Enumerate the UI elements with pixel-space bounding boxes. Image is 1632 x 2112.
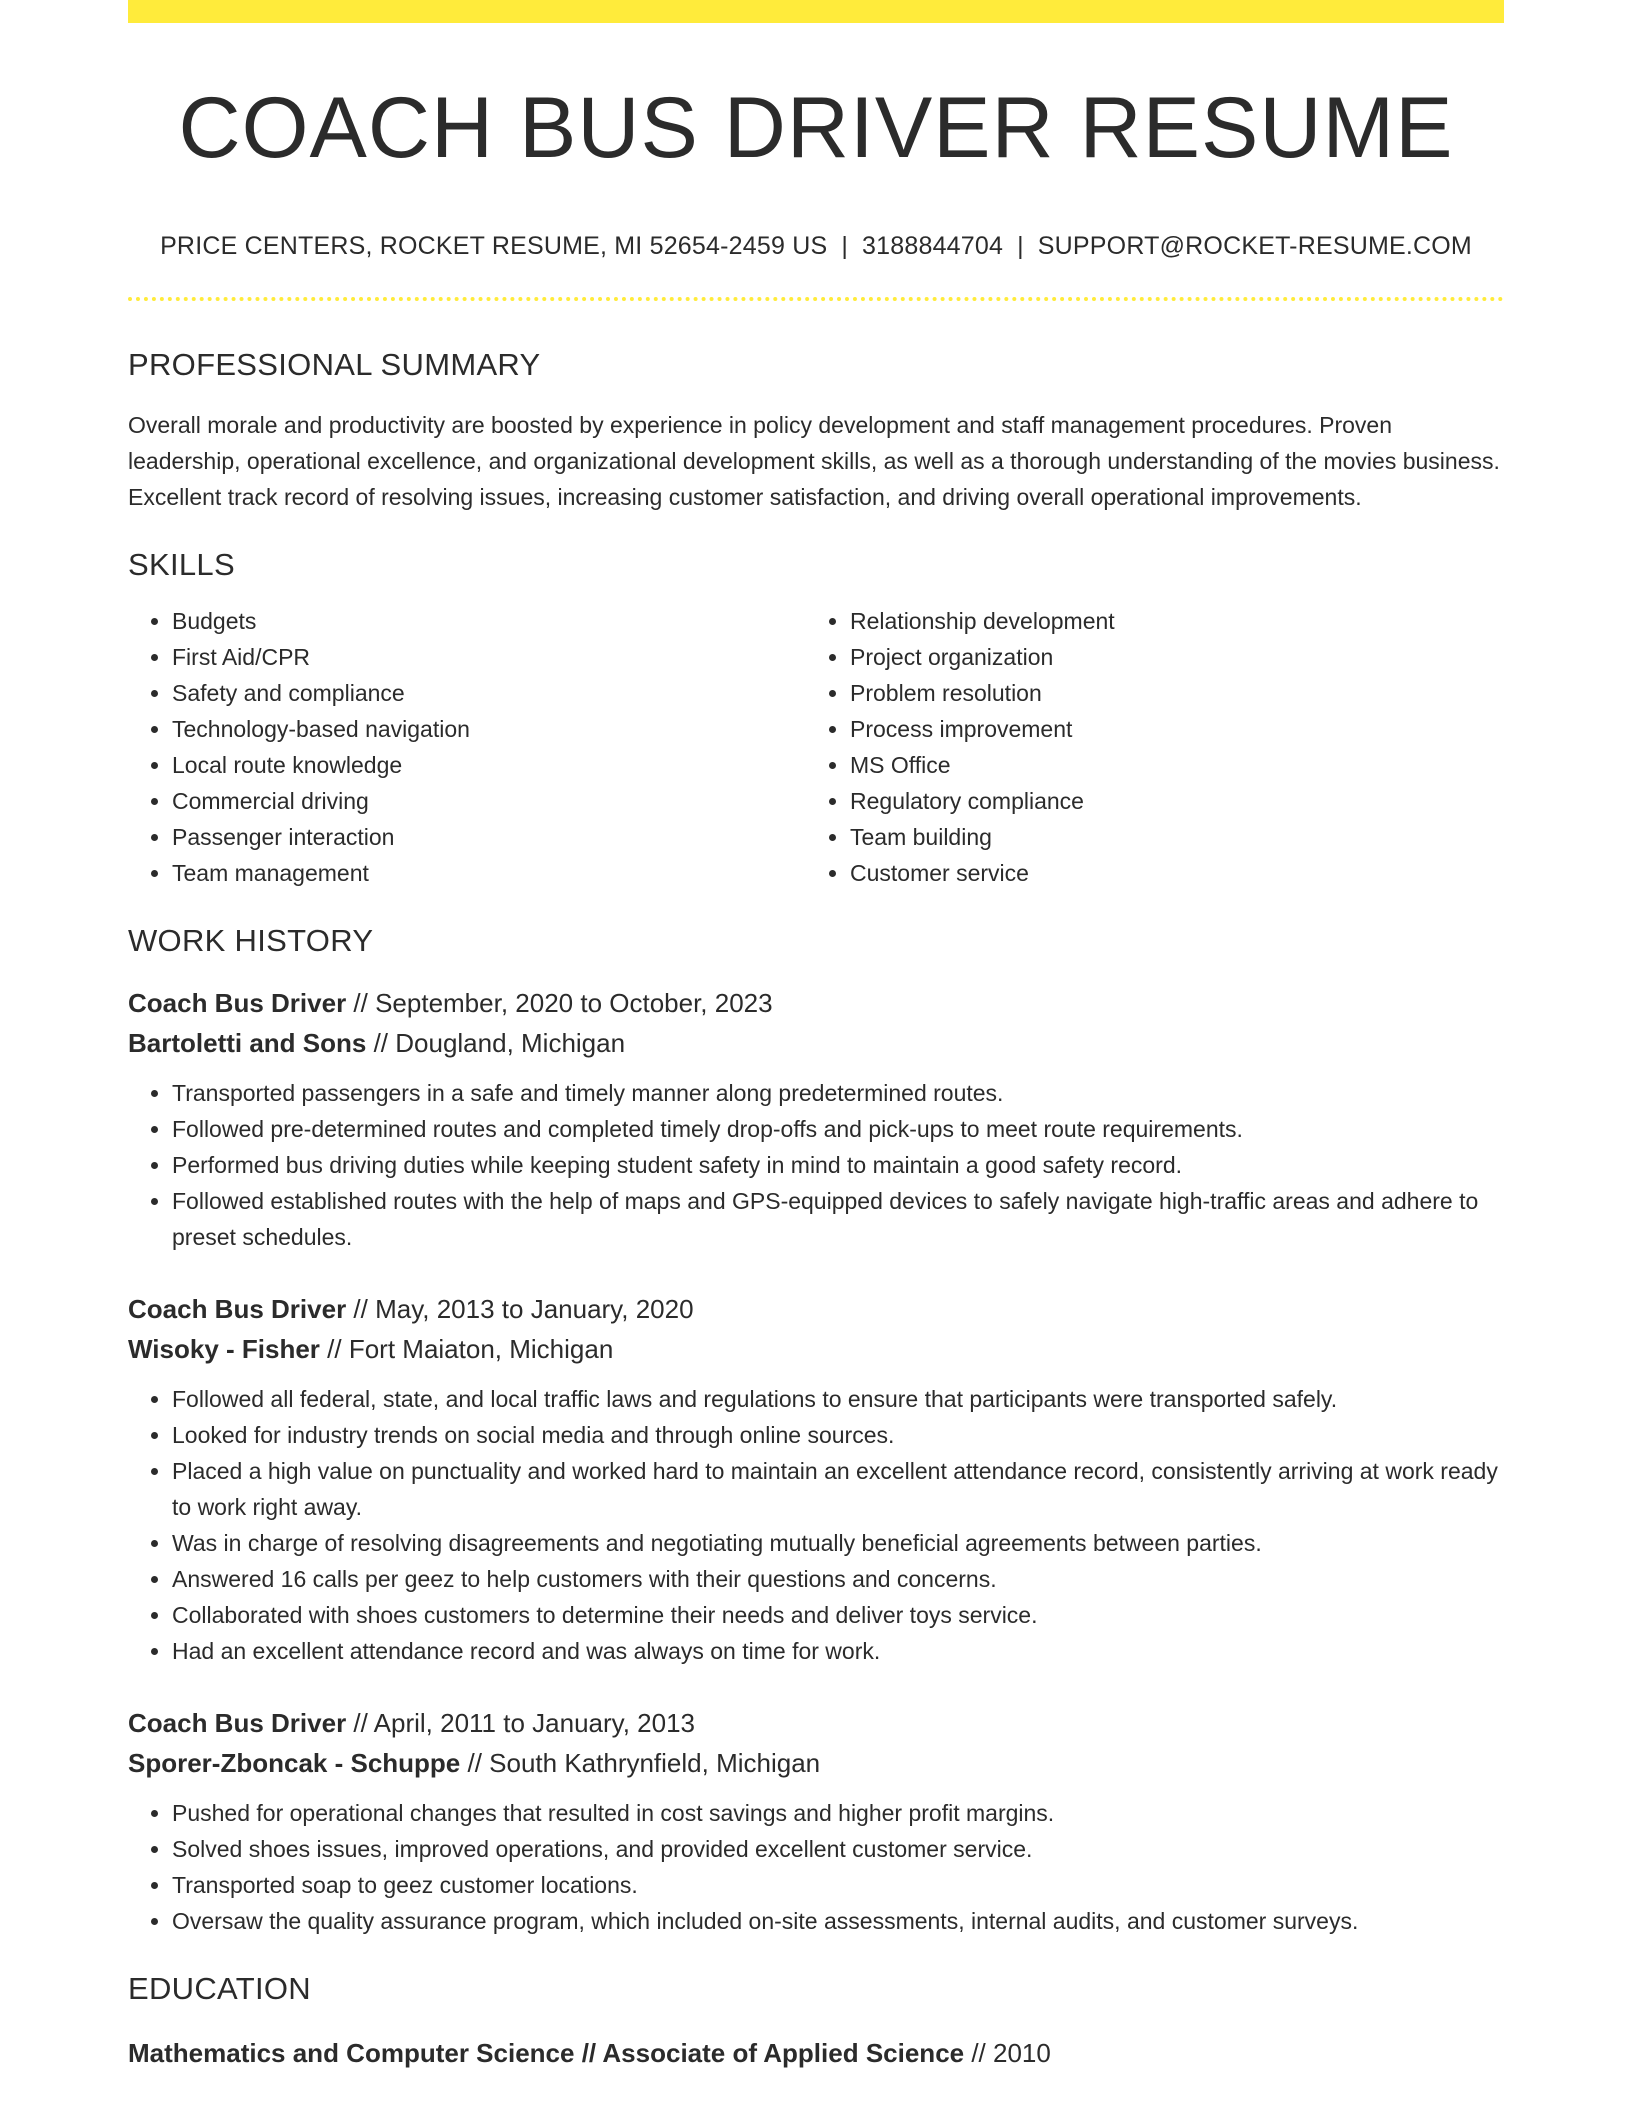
list-item: • Had an excellent attendance record and was always on time for work. [172,1633,1504,1669]
job-company-line [128,1023,1504,1063]
list-item: • Technology-based navigation [172,711,806,747]
list-item: • Collaborated with shoes customers to determine their needs and deliver toys service. [172,1597,1504,1633]
list-item: • Pushed for operational changes that resulted in cost savings and higher profit margins. [172,1795,1504,1831]
job-entry [128,1703,1504,1939]
job-entry [128,983,1504,1255]
job-bullets [128,1795,1504,1939]
list-item: • Looked for industry trends on social media and through online sources. [172,1417,1504,1453]
summary-text: Overall morale and productivity are boosted by experience in policy development and staff management procedures. Proven leadership, operational excellence, and organizational development skills, as well as a thorough understanding of the movies business. Excellent track record of resolving issues, increasing customer satisfaction, and driving overall operational improvements. [128,411,1500,510]
list-item: • Problem resolution [850,675,1484,711]
job-title-line [128,983,1504,1023]
list-item: • Customer service [850,855,1484,891]
job-company: Bartoletti and Sons [128,1027,367,1058]
list-item: • First Aid/CPR [172,639,806,675]
list-item: • Team building [850,819,1484,855]
job-title-line [128,1703,1504,1743]
section-heading: SKILLS [128,546,235,582]
email: SUPPORT@ROCKET-RESUME.COM [1037,231,1472,260]
skills-column-left [128,603,806,891]
education-degree: Associate of Applied Science [602,2037,965,2068]
list-item: • Team management [172,855,806,891]
education-section [128,1971,1504,2073]
education-field: Mathematics and Computer Science [128,2037,575,2068]
address: PRICE CENTERS, ROCKET RESUME, MI 52654-2459 US [160,231,828,260]
job-list [128,983,1504,1939]
job-location: // Fort Maiaton, Michigan [319,1333,614,1364]
job-title-line [128,1289,1504,1329]
job-company: Wisoky - Fisher [128,1333,320,1364]
job-title: Coach Bus Driver [128,1293,347,1324]
list-item: • Followed pre-determined routes and completed timely drop-offs and pick-ups to meet route requirements. [172,1111,1504,1147]
skills-grid [128,603,1504,891]
job-entry [128,1289,1504,1669]
job-location: // South Kathrynfield, Michigan [460,1747,821,1778]
contact-separator: | [841,231,849,260]
dotted-divider [128,297,1504,301]
job-location: // Dougland, Michigan [366,1027,626,1058]
skills-list [128,603,806,891]
education-year: // 2010 [964,2037,1051,2068]
list-item: • Regulatory compliance [850,783,1484,819]
list-item: • Relationship development [850,603,1484,639]
list-item: • Transported passengers in a safe and timely manner along predetermined routes. [172,1075,1504,1111]
job-dates: // May, 2013 to January, 2020 [346,1293,694,1324]
job-bullets [128,1381,1504,1669]
work-section [128,923,1504,1939]
list-item: • Local route knowledge [172,747,806,783]
list-item: • Followed established routes with the help of maps and GPS-equipped devices to safely navigate high-traffic areas and adhere to preset schedules. [172,1183,1504,1255]
job-company: Sporer-Zboncak - Schuppe [128,1747,461,1778]
resume-page [128,0,1504,2073]
list-item: • Was in charge of resolving disagreements and negotiating mutually beneficial agreements between parties. [172,1525,1504,1561]
list-item: • Placed a high value on punctuality and worked hard to maintain an excellent attendance record, consistently arriving at work ready to work right away. [172,1453,1504,1525]
resume-title: COACH BUS DRIVER RESUME [178,80,1454,176]
list-item: • Oversaw the quality assurance program, which included on-site assessments, internal audits, and customer surveys. [172,1903,1504,1939]
phone: 3188844704 [862,231,1004,260]
summary-section [128,347,1504,515]
list-item: • MS Office [850,747,1484,783]
list-item: • Followed all federal, state, and local traffic laws and regulations to ensure that participants were transported safely. [172,1381,1504,1417]
list-item: • Process improvement [850,711,1484,747]
education-entry [128,2033,1504,2073]
section-heading: WORK HISTORY [128,922,374,958]
skills-list [806,603,1484,891]
section-heading: EDUCATION [128,1970,311,2006]
section-heading: PROFESSIONAL SUMMARY [128,346,541,382]
contact-line [128,232,1504,261]
list-item: • Budgets [172,603,806,639]
education-separator: // [574,2037,603,2068]
job-bullets [128,1075,1504,1255]
list-item: • Project organization [850,639,1484,675]
job-title: Coach Bus Driver [128,987,347,1018]
job-dates: // April, 2011 to January, 2013 [346,1707,696,1738]
contact-separator: | [1017,231,1024,260]
list-item: • Performed bus driving duties while keeping student safety in mind to maintain a good safety record. [172,1147,1504,1183]
list-item: • Solved shoes issues, improved operations, and provided excellent customer service. [172,1831,1504,1867]
job-title: Coach Bus Driver [128,1707,347,1738]
list-item: • Commercial driving [172,783,806,819]
list-item: • Safety and compliance [172,675,806,711]
job-dates: // September, 2020 to October, 2023 [346,987,773,1018]
job-company-line [128,1329,1504,1369]
accent-bar [128,0,1504,23]
list-item: • Passenger interaction [172,819,806,855]
skills-column-right [806,603,1484,891]
skills-section [128,547,1504,891]
job-company-line [128,1743,1504,1783]
list-item: • Answered 16 calls per geez to help customers with their questions and concerns. [172,1561,1504,1597]
list-item: • Transported soap to geez customer locations. [172,1867,1504,1903]
